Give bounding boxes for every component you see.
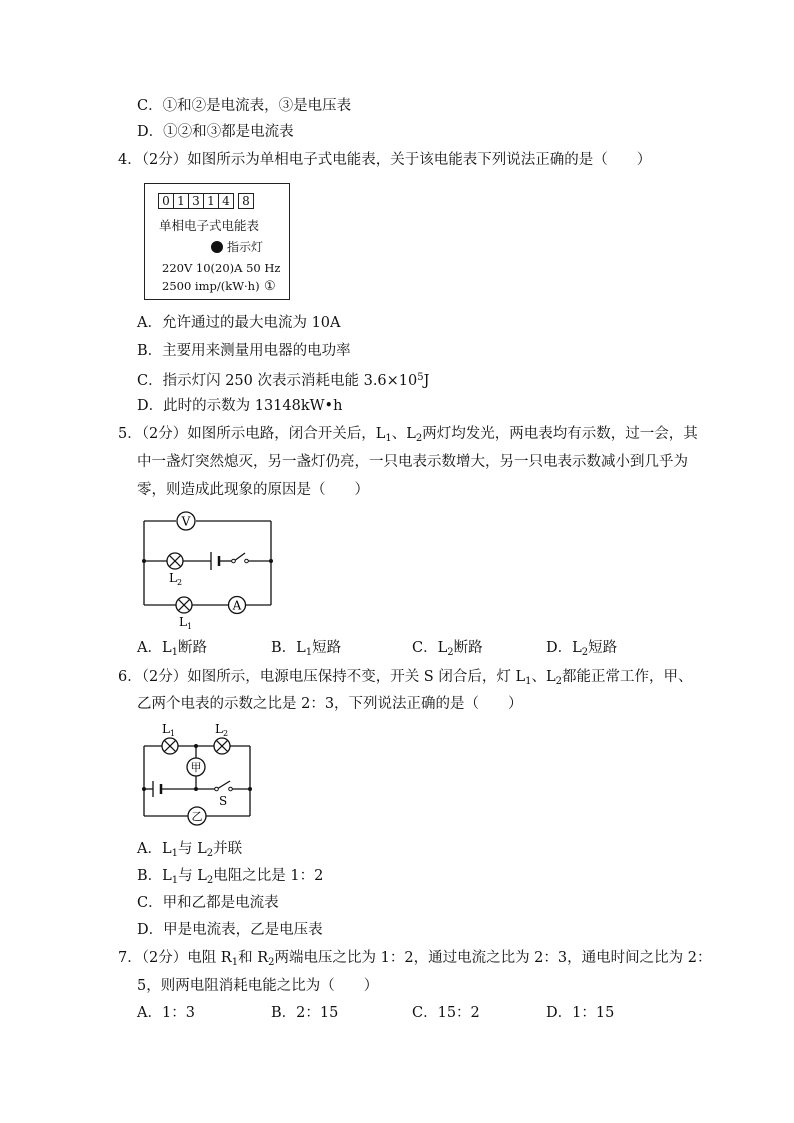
q6-stem-line2: 乙两个电表的示数之比是 2：3，下列说法正确的是（ ） <box>137 696 523 712</box>
q5-option-d: D．$L_2$短路 <box>546 640 618 658</box>
q5-circuit-diagram <box>135 508 285 633</box>
svg-text:甲: 甲 <box>190 761 202 774</box>
q4-option-c: C．指示灯闪 250 次表示消耗电能 $3.6\times 10^5J$ <box>137 372 430 389</box>
q6-circuit-diagram <box>135 717 265 829</box>
lamp-icon <box>162 738 178 754</box>
lamp-icon <box>176 597 192 613</box>
meter-digit: 1 <box>203 193 219 209</box>
lamp-icon <box>214 738 230 754</box>
q5-option-a: A．$L_1$断路 <box>137 640 207 658</box>
svg-text:乙: 乙 <box>191 810 203 823</box>
q6-option-a: A．$L_1$与 $L_2$并联 <box>137 841 243 859</box>
lamp-l2-label: $L_2$ <box>215 722 229 738</box>
meter-decimal-digit: 8 <box>238 193 254 209</box>
lamp-l1-label: $L_1$ <box>179 615 193 631</box>
lamp-l1-label: $L_1$ <box>162 722 176 738</box>
voltmeter-icon <box>177 512 195 530</box>
meter-digit: 1 <box>173 193 189 209</box>
q7-stem-line1: 7．（2分）电阻 $R_1$和 $R_2$两端电压之比为 1：2，通过电流之比为 2：3，通电时间之比为 2： <box>118 950 712 968</box>
q7-stem-line2: 5，则两电阻消耗电能之比为（ ） <box>137 978 379 994</box>
q7-option-c: C．15：2 <box>412 1005 480 1021</box>
meter-indicator-row <box>211 239 263 255</box>
meter-digit-display <box>158 193 254 209</box>
svg-text:V: V <box>181 514 191 529</box>
q5-option-b: B．$L_1$短路 <box>271 640 342 658</box>
q6-option-d: D．甲是电流表，乙是电压表 <box>137 922 323 938</box>
q6-stem-line1: 6．（2分）如图所示，电源电压保持不变，开关 S 闭合后，灯 $L_1$、$L_2$都能正常工作，甲、 <box>118 669 693 687</box>
q6-option-b: B．$L_1$与 $L_2$电阻之比是 1：2 <box>137 868 324 886</box>
meter-symbol-icon: ① <box>264 279 276 294</box>
lamp-icon <box>167 553 183 569</box>
q6-option-c: C．甲和乙都是电流表 <box>137 895 279 911</box>
meter-yi-icon <box>188 807 206 825</box>
meter-title: 单相电子式电能表 <box>159 218 260 233</box>
q3-option-c: C．①和②是电流表，③是电压表 <box>137 98 352 114</box>
q4-option-b: B．主要用来测量用电器的电功率 <box>137 343 351 359</box>
q7-option-a: A．1：3 <box>137 1005 195 1021</box>
q5-stem-line3: 零，则造成此现象的原因是（ ） <box>137 482 369 498</box>
meter-spec-constant: 2500 imp/(kW·h) <box>162 279 260 293</box>
meter-digit: 0 <box>158 193 174 209</box>
q4-stem: 4．（2分）如图所示为单相电子式电能表，关于该电能表下列说法正确的是（ ） <box>118 152 652 168</box>
q4-option-d: D．此时的示数为 13148kW•h <box>137 398 343 414</box>
q7-option-b: B．2：15 <box>271 1005 339 1021</box>
meter-digit: 4 <box>218 193 234 209</box>
ammeter-icon <box>229 597 246 614</box>
meter-indicator-label: 指示灯 <box>227 240 264 254</box>
lamp-l2-label: $L_2$ <box>169 571 183 587</box>
meter-jia-icon <box>187 758 205 776</box>
q3-option-d: D．①②和③都是电流表 <box>137 124 294 140</box>
meter-spec-rating: 220V 10(20)A 50 Hz <box>162 261 281 275</box>
meter-digit: 3 <box>188 193 204 209</box>
q5-stem-line1: 5．（2分）如图所示电路，闭合开关后，$L_1$、$L_2$两灯均发光，两电表均有示数，过一会，其 <box>118 426 698 444</box>
q5-option-c: C．$L_2$断路 <box>412 640 483 658</box>
q5-stem-line2: 中一盏灯突然熄灭，另一盏灯仍亮，一只电表示数增大，另一只电表示数减小到几乎为 <box>137 454 688 470</box>
switch-label: S <box>219 794 228 808</box>
indicator-lamp-icon <box>211 241 223 253</box>
q4-option-a: A．允许通过的最大电流为 10A <box>137 315 341 331</box>
svg-text:A: A <box>232 598 242 613</box>
energy-meter-figure <box>144 183 290 300</box>
q7-option-d: D．1：15 <box>546 1005 615 1021</box>
